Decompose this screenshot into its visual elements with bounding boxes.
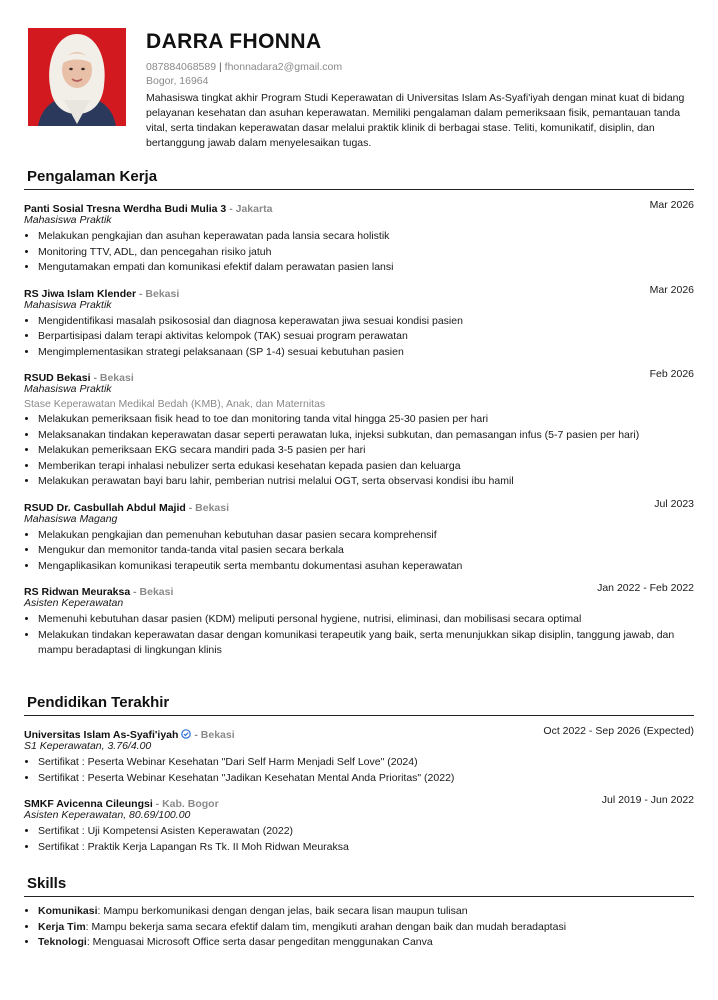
contact-line: [146, 60, 700, 74]
entry-bullets: [24, 314, 694, 361]
entry-dash: -: [185, 501, 196, 514]
entry-bullets: [24, 412, 694, 490]
entry-bullets: [24, 528, 694, 575]
entry-bullets: [24, 755, 694, 786]
section-divider: [24, 189, 694, 190]
entry-header: [24, 582, 694, 596]
bullet-item: • Melaksanakan tindakan keperawatan dasar seperti perawatan luka, injeksi subkutan, dan pemasangan infus (5-7 pasien per hari): [38, 428, 694, 444]
institution-location: Bekasi: [200, 729, 235, 741]
bullet-item: • Monitoring TTV, ADL, dan pencegahan risiko jatuh: [38, 245, 694, 261]
experience-entry: [24, 582, 694, 659]
bullet-item: • Melakukan pemeriksaan fisik head to toe dan monitoring tanda vital hingga 25-30 pasien per hari: [38, 412, 694, 428]
header-info: [146, 28, 700, 151]
bullet-item: • Mengukur dan memonitor tanda-tanda vital pasien secara berkala: [38, 543, 694, 559]
entry-date: Mar 2026: [649, 283, 694, 296]
entry-date: Mar 2026: [649, 199, 694, 211]
experience-section: [24, 168, 694, 659]
skill-label: Kerja Tim: [38, 920, 86, 933]
organization-location: Bekasi: [145, 287, 180, 300]
skill-item: [38, 935, 694, 951]
section-divider: [24, 715, 694, 716]
entry-header: [24, 284, 694, 298]
resume-header: [28, 28, 700, 158]
bullet-item: • Memberikan terapi inhalasi nebulizer serta edukasi kesehatan kepada pasien dan keluarga: [38, 459, 694, 475]
skill-label: Teknologi: [38, 936, 87, 948]
organization-name: RS Ridwan Meuraksa: [24, 586, 131, 598]
profile-photo-illustration: [28, 28, 126, 126]
entry-dash: -: [130, 586, 140, 598]
organization-location: Bekasi: [139, 586, 174, 598]
section-title: Skills: [27, 875, 67, 892]
entry-bullets: [24, 229, 694, 276]
entry-bullets: [24, 824, 694, 855]
education-section: [24, 694, 694, 855]
skill-label: Komunikasi: [38, 905, 98, 917]
entry-role: Mahasiswa Magang: [24, 512, 118, 525]
organization-location: Bekasi: [195, 501, 229, 514]
bullet-item: • Sertifikat : Peserta Webinar Kesehatan "Jadikan Kesehatan Mental Anda Prioritas" (2022): [38, 771, 694, 787]
entry-subtitle: Stase Keperawatan Medikal Bedah (KMB), Anak, dan Maternitas: [24, 398, 326, 410]
bullet-item: • Sertifikat : Praktik Kerja Lapangan Rs Tk. II Moh Ridwan Meuraksa: [38, 840, 694, 856]
email-address: fhonnadara2@gmail.com: [224, 61, 343, 73]
experience-entry: [24, 498, 694, 575]
organization-location: Jakarta: [235, 203, 273, 215]
experience-entry: [24, 284, 694, 361]
section-title: Pendidikan Terakhir: [27, 694, 170, 711]
entry-header: [24, 199, 694, 213]
bullet-item: • Memenuhi kebutuhan dasar pasien (KDM) meliputi personal hygiene, nutrisi, eliminasi, dan mobilisasi secara optimal: [38, 612, 694, 628]
location-text: Bogor, 16964: [146, 75, 209, 87]
entry-role: Mahasiswa Praktik: [24, 214, 112, 226]
contact-separator: |: [219, 61, 222, 73]
entry-date: Feb 2026: [649, 368, 694, 380]
entry-date: Jan 2022 - Feb 2022: [597, 582, 694, 594]
entry-date: Jul 2019 - Jun 2022: [601, 794, 694, 806]
bullet-item: • Melakukan tindakan keperawatan dasar dengan komunikasi terapeutik yang baik, serta menunjukkan sikap disiplin, tanggung jawab, dan mampu beradaptasi di lingkungan klinis: [38, 628, 694, 659]
entry-header: [24, 498, 694, 512]
bullet-item: • Mengidentifikasi masalah psikososial dan diagnosa keperawatan jiwa sesuai kondisi pasien: [38, 314, 694, 330]
entry-dash: -: [226, 203, 236, 215]
entry-dash: -: [136, 287, 146, 300]
entry-dash: -: [90, 372, 100, 384]
organization-name: RSUD Dr. Casbullah Abdul Majid: [24, 501, 186, 514]
entry-date: Jul 2023: [654, 497, 694, 510]
section-title: Pengalaman Kerja: [27, 168, 158, 185]
candidate-name: DARRA FHONNA: [146, 30, 322, 53]
bullet-item: • Berpartisipasi dalam terapi aktivitas kelompok (TAK) sesuai program perawatan: [38, 329, 694, 345]
profile-summary: Mahasiswa tingkat akhir Program Studi Keperawatan di Universitas Islam As-Syafi'iyah dengan minat kuat di bidang pelayanan kesehatan dan asuhan keperawatan. Memiliki pengalaman dalam pemeriksaan fisik, pemantauan tanda vital, serta tindakan keperawatan dasar melalui praktik klinik di berbagai stase. Teliti, komunikatif, disiplin, dan bertanggung jawab dalam menyelesaikan tugas.: [146, 92, 685, 149]
institution-location: Kab. Bogor: [162, 798, 219, 810]
bullet-item: • Mengaplikasikan komunikasi terapeutik serta membantu dokumentasi asuhan keperawatan: [38, 559, 694, 575]
skill-text: : Mampu bekerja sama secara efektif dalam tim, mengikuti arahan dengan baik dan mudah beradaptasi: [85, 920, 567, 933]
experience-entry: [24, 368, 694, 490]
education-entry: [24, 725, 694, 786]
bullet-item: • Mengimplementasikan strategi pelaksanaan (SP 1-4) sesuai kebutuhan pasien: [38, 345, 694, 361]
profile-photo: [28, 28, 126, 126]
entry-header: [24, 368, 694, 382]
entry-dash: -: [152, 798, 163, 810]
entry-role: Mahasiswa Praktik: [24, 298, 112, 311]
bullet-item: • Melakukan pengkajian dan pemenuhan kebutuhan dasar pasien secara komprehensif: [38, 528, 694, 544]
organization-location: Bekasi: [99, 372, 134, 384]
entry-header: [24, 725, 694, 739]
organization-name: RS Jiwa Islam Klender: [24, 287, 137, 300]
verified-check-icon: [181, 726, 191, 744]
entry-role: Asisten Keperawatan: [24, 597, 124, 609]
education-entry: [24, 794, 694, 855]
organization-name: Panti Sosial Tresna Werdha Budi Mulia 3: [24, 203, 227, 215]
entry-header: [24, 794, 694, 808]
degree-text: Asisten Keperawatan, 80.69/100.00: [24, 809, 191, 821]
entry-role: Mahasiswa Praktik: [24, 383, 112, 395]
bullet-item: • Sertifikat : Peserta Webinar Kesehatan "Dari Self Harm Menjadi Self Love" (2024): [38, 755, 694, 771]
phone-number: 087884068589: [146, 61, 217, 73]
bullet-item: • Melakukan perawatan bayi baru lahir, pemberian nutrisi melalui OGT, serta observasi kondisi ibu hamil: [38, 474, 694, 490]
bullet-item: • Melakukan pemeriksaan EKG secara mandiri pada 3-5 pasien per hari: [38, 443, 694, 459]
entry-date: Oct 2022 - Sep 2026 (Expected): [543, 725, 694, 737]
bullet-item: • Melakukan pengkajian dan asuhan keperawatan pada lansia secara holistik: [38, 229, 694, 245]
skill-item: [38, 920, 694, 936]
organization-name: RSUD Bekasi: [24, 372, 91, 384]
skill-text: : Menguasai Microsoft Office serta dasar pengeditan menggunakan Canva: [86, 936, 433, 948]
bullet-item: • Mengutamakan empati dan komunikasi efektif dalam perawatan pasien lansi: [38, 260, 694, 276]
skills-list: [24, 904, 694, 951]
experience-entry: [24, 199, 694, 276]
degree-text: S1 Keperawatan, 3.76/4.00: [24, 740, 152, 752]
skill-text: : Mampu berkomunikasi dengan dengan jelas, baik secara lisan maupun tulisan: [97, 905, 468, 917]
institution-name: Universitas Islam As-Syafi'iyah: [24, 729, 179, 741]
institution-name: SMKF Avicenna Cileungsi: [24, 798, 153, 810]
skill-item: [38, 904, 694, 920]
entry-dash: -: [191, 729, 201, 741]
bullet-item: • Sertifikat : Uji Kompetensi Asisten Keperawatan (2022): [38, 824, 694, 840]
entry-bullets: [24, 612, 694, 659]
section-divider: [24, 896, 694, 897]
skills-section: [24, 875, 694, 951]
